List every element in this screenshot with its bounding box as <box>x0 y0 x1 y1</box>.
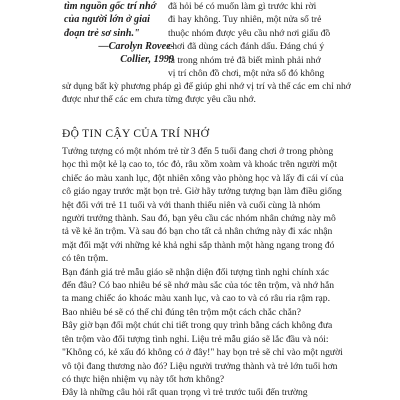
paragraph <box>62 319 344 386</box>
text-line: hệt đối với trẻ 11 tuổi và với thanh thiếu niên và cuối cùng là nhóm <box>62 199 321 211</box>
quote-line: tìm nguồn gốc trí nhớ <box>64 1 157 12</box>
text-line: cô giáo ngay trước mặt bọn trẻ. Giờ hãy tưởng tượng bạn làm điều giống <box>62 186 342 198</box>
continuation-paragraph <box>62 80 351 107</box>
text-line: chơi đã dùng cách đánh dấu. Đáng chú ý <box>168 41 325 53</box>
text-line: Bây giờ bạn đổi một chút chi tiết trong quy trình bằng cách không đưa <box>62 320 333 332</box>
text-line: mặt đối mặt với những kẻ khả nghi sắp thành một hàng ngang trong đó <box>62 239 335 251</box>
text-line: Đây là những câu hỏi rất quan trọng vì trẻ trước tuổi đến trường <box>62 387 308 399</box>
text-line: học thì một kẻ lạ cao to, tóc đỏ, râu xồm xoàm và khoác trên người một <box>62 159 338 171</box>
text-line: có tên trộm. <box>62 253 109 265</box>
text-line: Tưởng tượng có một nhóm trẻ từ 3 đến 5 tuổi đang chơi ở trong phòng <box>62 146 334 157</box>
body-text <box>62 145 344 400</box>
text-line: vô tội đang thương nào đó? Liệu người trưởng thành và trẻ lớn tuổi hơn <box>62 360 338 372</box>
text-line: đến đâu? Có bao nhiêu bé sẽ nhớ màu sắc của tóc tên trộm, và nhớ hắn <box>62 280 335 292</box>
quote-line: của người lớn ở giai <box>64 14 150 26</box>
text-line: là trong nhóm trẻ đã biết mình phải nhớ <box>168 54 321 66</box>
text-line: đi hay không. Tuy nhiên, một nửa số trẻ <box>168 14 322 26</box>
side-paragraph <box>168 0 340 80</box>
text-line: sử dụng bất kỳ phương pháp gì để giúp ghi nhớ vị trí và thể các em chỉ nhớ <box>62 81 351 92</box>
paragraph <box>62 266 344 320</box>
text-line: chiếc áo màu xanh lục, đột nhiên xông vào phòng học và lấy đi cái ví của <box>62 172 344 184</box>
quote-attribution <box>64 40 174 67</box>
attribution-line: Collier, 1999 <box>120 54 174 66</box>
text-line: Bạn đánh giá trẻ mẫu giáo sẽ nhận diện đối tượng tình nghi chính xác <box>62 266 330 278</box>
paragraph <box>62 145 344 266</box>
text-line: tả về kẻ ăn trộm. Và sau đó bạn cho tất cả nhân chứng này đi xác nhận <box>62 226 333 238</box>
paragraph <box>62 386 344 399</box>
section-heading: ĐỘ TIN CẬY CỦA TRÍ NHỚ <box>62 128 210 140</box>
text-line: người trưởng thành. Sau đó, bạn yêu cầu các nhóm nhân chứng này mô <box>62 213 336 225</box>
text-line: tên trộm vào đối tượng tình nghi. Liệu trẻ mẫu giáo sẽ lắc đầu và nói: <box>62 333 329 345</box>
attribution-line: —Carolyn Rovee- <box>98 41 174 52</box>
text-line: có thực hiện nhiệm vụ này tốt hơn không? <box>62 373 225 385</box>
text-line: đã hỏi bé có muốn làm gì trước khi rời <box>168 1 317 12</box>
text-line: Bao nhiêu bé sẽ có thể chỉ đúng tên trộm một cách chắc chắn? <box>62 306 301 318</box>
text-line: thuộc nhóm được yêu cầu nhớ nơi giấu đồ <box>168 27 331 39</box>
quote-line: đoạn trẻ sơ sinh." <box>64 27 140 39</box>
text-line: được như thế các em chưa từng được yêu cầu nhớ. <box>62 94 256 106</box>
text-line: ta mang chiếc áo khoác màu xanh lục, và cao to và có râu ria rậm rạp. <box>62 293 330 305</box>
text-line: vị trí chôn đồ chơi, một nửa số đó không <box>168 68 325 80</box>
text-line: "Không có, kẻ xấu đó không có ở đây!" hay bọn trẻ sẽ chỉ vào một người <box>62 347 343 359</box>
epigraph-quote <box>64 0 174 40</box>
